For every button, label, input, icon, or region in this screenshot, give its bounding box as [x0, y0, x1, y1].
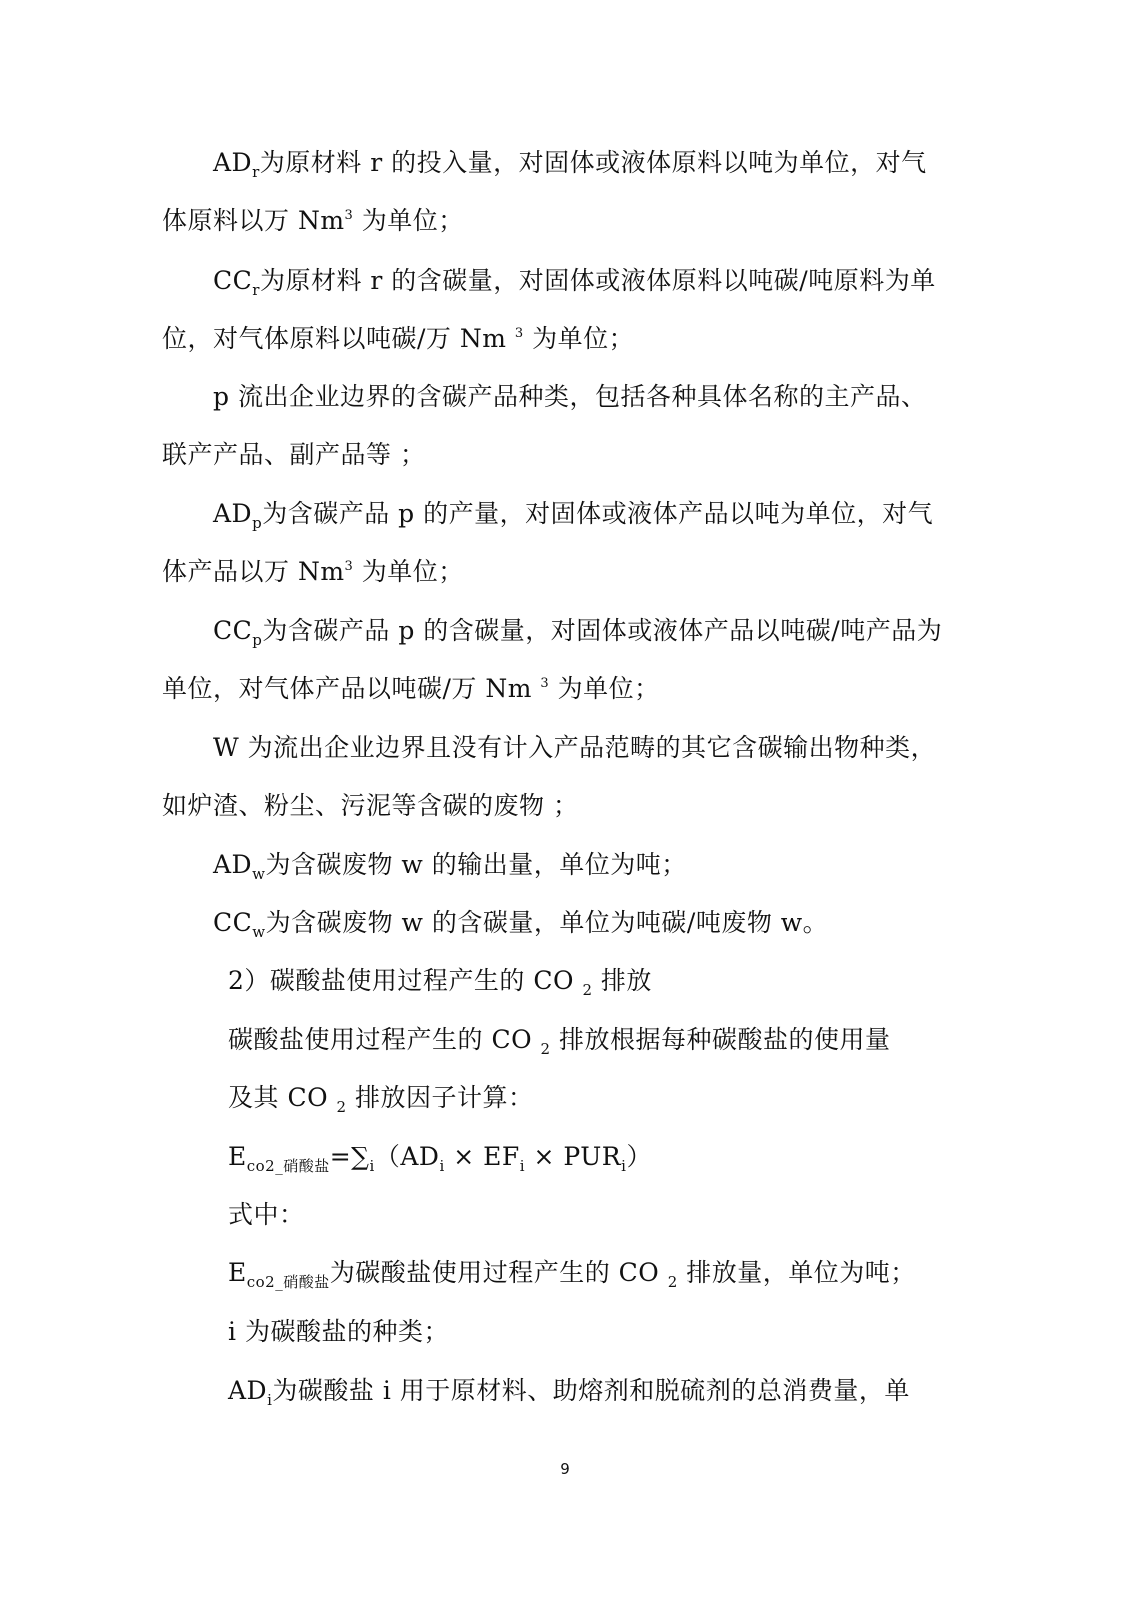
paragraph-adi-definition [228, 1374, 910, 1408]
paragraph-ccr-line1 [213, 264, 936, 298]
subscript: i [621, 1157, 627, 1175]
subscript: 2 [582, 981, 593, 999]
subscript: p [252, 514, 263, 532]
text: 为单位； [549, 674, 660, 703]
paragraph-i-definition: i 为碳酸盐的种类； [228, 1317, 449, 1346]
text: 排放根据每种碳酸盐的使用量 [550, 1025, 891, 1054]
subscript: w [252, 923, 266, 941]
paragraph-adp-line1 [213, 497, 933, 531]
text: 位，对气体原料以吨碳/万 Nm [162, 324, 515, 353]
text: CC [213, 908, 253, 937]
superscript: 3 [540, 676, 550, 691]
paragraph-adr-line2 [162, 204, 464, 238]
text: 为原材料 r 的投入量，对固体或液体原料以吨为单位，对气 [259, 148, 927, 177]
text: 为单位； [353, 557, 464, 586]
subscript: i [439, 1157, 445, 1175]
text: 体产品以万 Nm [162, 557, 345, 586]
text: 及其 CO [228, 1083, 337, 1112]
section-heading-carbonate [228, 964, 652, 998]
text: 体原料以万 Nm [162, 206, 345, 235]
text: CC [213, 616, 253, 645]
paragraph-adw [213, 848, 687, 882]
paragraph-ccw [213, 906, 828, 940]
page-number: 9 [560, 1460, 570, 1478]
text: ） [626, 1142, 652, 1171]
text: 为含碳废物 w 的输出量，单位为吨； [265, 850, 687, 879]
text: 为原材料 r 的含碳量，对固体或液体原料以吨碳/吨原料为单 [259, 266, 936, 295]
subscript: r [252, 281, 260, 299]
text: 单位，对气体产品以吨碳/万 Nm [162, 674, 541, 703]
subscript: p [252, 631, 263, 649]
text: AD [213, 499, 253, 528]
text: 为含碳产品 p 的产量，对固体或液体产品以吨为单位，对气 [262, 499, 934, 528]
paragraph-w-line2: 如炉渣、粉尘、污泥等含碳的废物 ； [162, 791, 579, 820]
subscript: 2 [540, 1040, 551, 1058]
superscript: 3 [344, 559, 354, 574]
text: E [228, 1258, 247, 1287]
superscript: 3 [514, 326, 524, 341]
paragraph-p-line2: 联产产品、副产品等 ； [162, 440, 426, 469]
paragraph-adp-line2 [162, 555, 464, 589]
paragraph-carbonate-desc-line2 [228, 1081, 534, 1115]
paragraph-ccr-line2 [162, 322, 634, 356]
paragraph-e-definition [228, 1256, 916, 1290]
text: × PUR [525, 1142, 622, 1171]
paragraph-ccp-line1 [213, 614, 942, 648]
paragraph-adr-line1 [213, 146, 927, 180]
subscript: i [369, 1157, 375, 1175]
text: 为单位； [523, 324, 635, 353]
text: 为碳酸盐使用过程产生的 CO [329, 1258, 668, 1287]
text: AD [213, 850, 253, 879]
text: 2）碳酸盐使用过程产生的 CO [228, 966, 583, 995]
text: 为含碳废物 w 的含碳量，单位为吨碳/吨废物 w。 [265, 908, 829, 937]
text: 排放 [592, 966, 652, 995]
text: 排放量，单位为吨； [677, 1258, 916, 1287]
paragraph-where: 式中： [228, 1200, 305, 1229]
paragraph-ccp-line2 [162, 672, 660, 706]
text: =∑ [329, 1142, 370, 1171]
subscript: i [519, 1157, 526, 1175]
paragraph-p-line1: p 流出企业边界的含碳产品种类，包括各种具体名称的主产品、 [213, 382, 927, 411]
text: 为单位； [353, 206, 464, 235]
text: （AD [374, 1142, 440, 1171]
text: 排放因子计算： [346, 1083, 534, 1112]
subscript: co2_硝酸盐 [246, 1157, 330, 1175]
text: AD [228, 1376, 268, 1405]
subscript: r [252, 163, 260, 181]
text: 碳酸盐使用过程产生的 CO [228, 1025, 541, 1054]
subscript: 2 [667, 1273, 678, 1291]
text: 为含碳产品 p 的含碳量，对固体或液体产品以吨碳/吨产品为 [262, 616, 943, 645]
text: CC [213, 266, 253, 295]
subscript: 2 [336, 1098, 347, 1116]
paragraph-carbonate-desc-line1 [228, 1023, 891, 1057]
text: E [228, 1142, 247, 1171]
paragraph-w-line1: W 为流出企业边界且没有计入产品范畴的其它含碳输出物种类， [213, 733, 937, 762]
superscript: 3 [344, 208, 354, 223]
text: 为碳酸盐 i 用于原材料、助熔剂和脱硫剂的总消费量，单 [272, 1376, 910, 1405]
subscript: co2_硝酸盐 [246, 1273, 330, 1291]
subscript: w [252, 865, 266, 883]
text: × EF [444, 1142, 520, 1171]
subscript: i [267, 1391, 273, 1409]
formula-carbonate-emission [228, 1140, 652, 1174]
text: AD [213, 148, 253, 177]
